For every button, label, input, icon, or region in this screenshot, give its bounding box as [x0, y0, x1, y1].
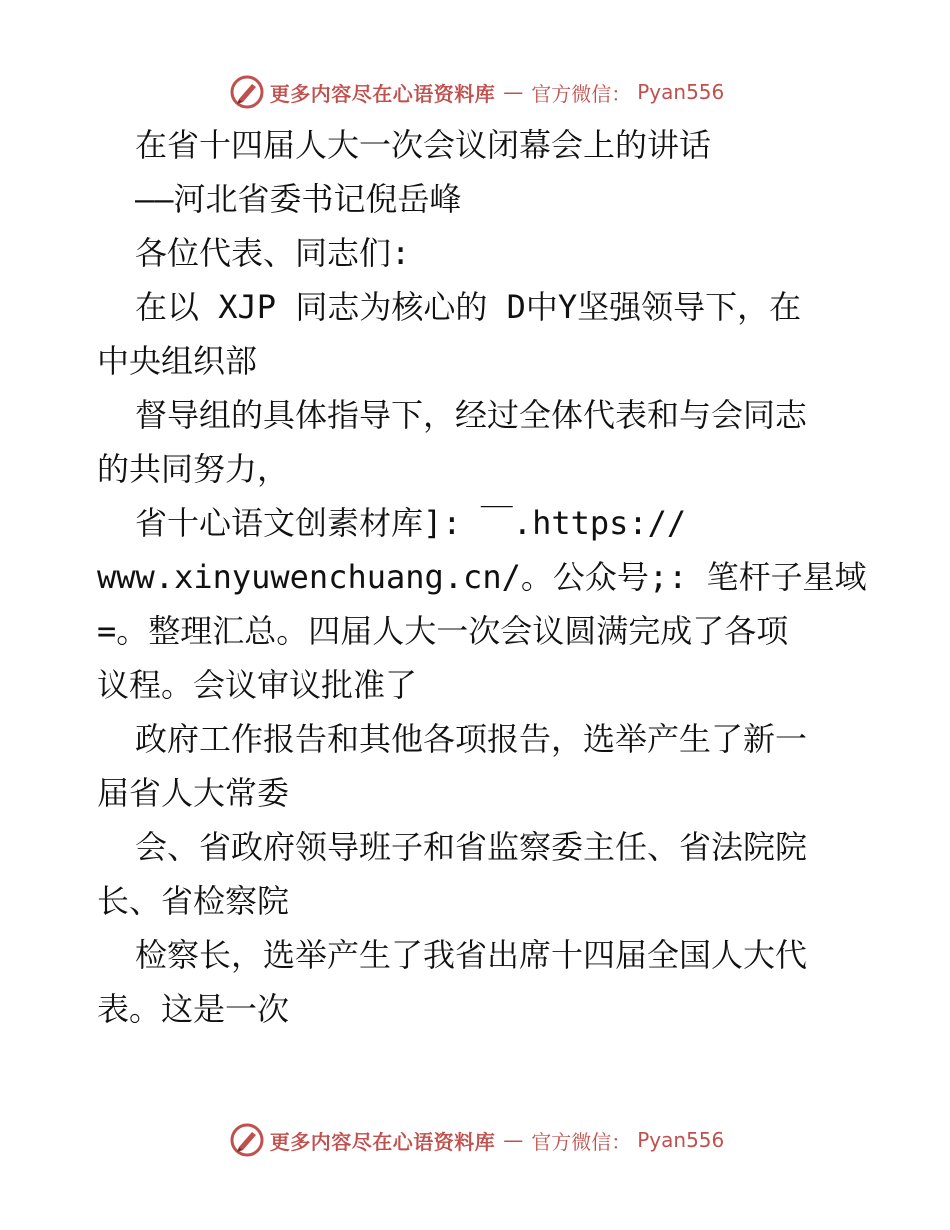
- text-line: 长、省检察院: [97, 882, 290, 920]
- document-title: 在省十四届人大一次会议闭幕会上的讲话: [135, 126, 712, 164]
- text-line: 会、省政府领导班子和省监察委主任、省法院院: [135, 828, 808, 866]
- header-banner-separator: —: [503, 80, 524, 104]
- text-line: 政府工作报告和其他各项报告，选举产生了新一: [135, 720, 808, 758]
- text-line: 省十心语文创素材库]: ￣.https://: [135, 504, 687, 542]
- text-line: 检察长，选举产生了我省出席十四届全国人大代: [135, 936, 808, 974]
- header-contact-label: 官方微信：: [531, 81, 632, 106]
- text-line: =。整理汇总。四届人大一次会议圆满完成了各项: [97, 612, 789, 650]
- header-banner: [0, 70, 950, 114]
- footer-banner-separator: —: [503, 1128, 524, 1152]
- text-line: 表。这是一次: [97, 990, 290, 1028]
- brand-logo-icon: [230, 1123, 264, 1157]
- text-line: www.xinyuwenchuang.cn/。公众号;: 笔杆子星域: [97, 558, 867, 596]
- text-line: 中央组织部: [97, 342, 258, 380]
- document-subtitle: ——河北省委书记倪岳峰: [135, 180, 462, 218]
- brand-logo-icon: [230, 75, 264, 109]
- footer-banner: [0, 1118, 950, 1162]
- footer-banner-text: 更多内容尽在心语资料库: [269, 1129, 496, 1154]
- footer-contact-label: 官方微信：: [531, 1129, 632, 1154]
- text-line: 在以 XJP 同志为核心的 D中Y坚强领导下，在: [135, 288, 802, 326]
- footer-banner-content: [230, 1123, 725, 1157]
- header-contact-value: Pyan556: [637, 80, 725, 104]
- header-banner-text: 更多内容尽在心语资料库: [269, 81, 496, 106]
- footer-contact-value: Pyan556: [637, 1128, 725, 1152]
- document-body: [97, 118, 867, 1036]
- header-banner-content: [230, 75, 725, 109]
- text-line: 的共同努力，: [97, 450, 290, 488]
- text-line: 议程。会议审议批准了: [97, 666, 418, 704]
- text-line: 届省人大常委: [97, 774, 290, 812]
- text-line: 督导组的具体指导下，经过全体代表和与会同志: [135, 396, 808, 434]
- text-line: 各位代表、同志们:: [135, 234, 411, 272]
